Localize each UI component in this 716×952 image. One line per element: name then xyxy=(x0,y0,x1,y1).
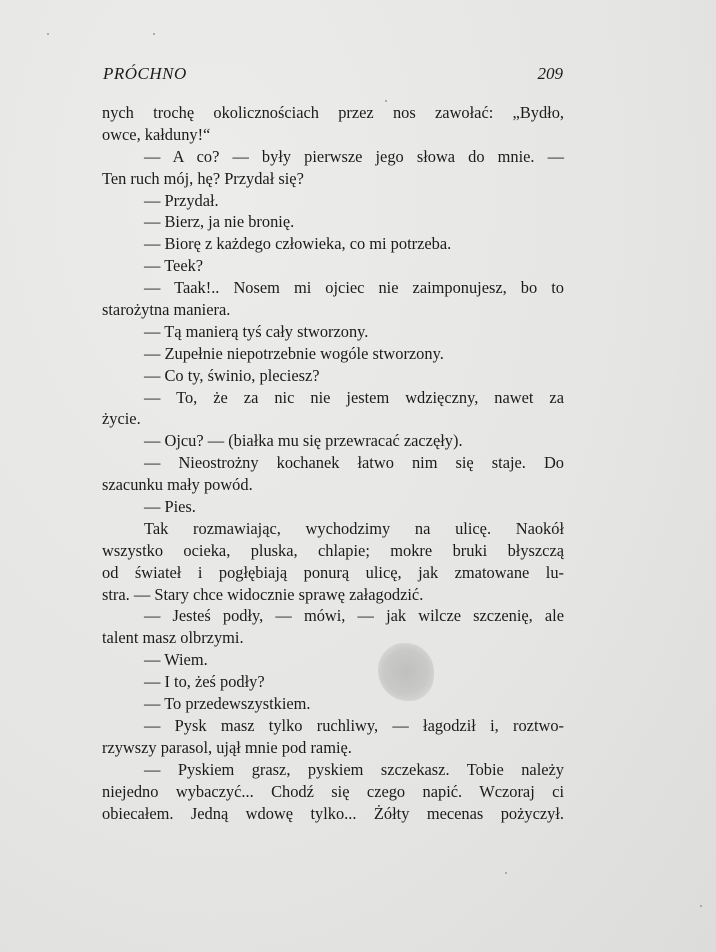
text-line: — I to, żeś podły? xyxy=(144,672,265,692)
text-line: — Teek? xyxy=(144,256,204,276)
text-line: — Jesteś podły, — mówi, — jak wilcze szczenię, ale xyxy=(144,606,564,626)
text-line: — Taak!.. Nosem mi ojciec nie zaimponujesz, bo to xyxy=(144,278,564,298)
text-line: — Tą manierą tyś cały stworzony. xyxy=(144,321,369,341)
text-line: stra. — Stary chce widocznie sprawę załagodzić. xyxy=(102,584,424,604)
body-text xyxy=(102,102,564,824)
text-line: — To, że za nic nie jestem wdzięczny, nawet za xyxy=(144,387,564,407)
text-line: — Ojcu? — (białka mu się przewracać zaczęły). xyxy=(144,431,463,451)
text-line: od świateł i pogłębiają ponurą ulicę, jak zmatowane lu- xyxy=(102,562,564,582)
text-line: nych trochę okolicznościach przez nos zawołać: „Bydło, xyxy=(102,103,564,122)
text-line: owce, kałduny!“ xyxy=(102,124,211,144)
text-line: — Wiem. xyxy=(144,650,208,670)
text-line: rzywszy parasol, ujął mnie pod ramię. xyxy=(102,737,352,757)
running-title: PRÓCHNO xyxy=(103,64,187,83)
text-line: wszystko ocieka, pluska, chlapie; mokre bruki błyszczą xyxy=(102,540,564,560)
text-line: talent masz olbrzymi. xyxy=(102,628,244,648)
paper-speck xyxy=(505,872,507,874)
text-line: — Zupełnie niepotrzebnie wogóle stworzony. xyxy=(144,343,444,363)
text-line: — Nieostrożny kochanek łatwo nim się staje. Do xyxy=(144,453,564,473)
text-line: — To przedewszystkiem. xyxy=(144,694,311,714)
text-line: życie. xyxy=(102,409,141,429)
text-line: — Pyskiem grasz, pyskiem szczekasz. Tobie należy xyxy=(144,759,564,779)
text-line: szacunku mały powód. xyxy=(102,475,253,495)
page-header xyxy=(103,64,563,84)
paper-speck xyxy=(47,33,49,35)
page-number: 209 xyxy=(537,64,563,83)
paper-speck xyxy=(153,33,155,35)
text-line: Ten ruch mój, hę? Przydał się? xyxy=(102,168,304,188)
text-line: — A co? — były pierwsze jego słowa do mnie. — xyxy=(144,146,564,166)
text-line: — Pysk masz tylko ruchliwy, — łagodził i, roztwo- xyxy=(144,715,564,735)
text-line: — Co ty, świnio, pleciesz? xyxy=(144,365,320,385)
text-line: — Bierz, ja nie bronię. xyxy=(144,212,295,232)
text-line: — Pies. xyxy=(144,497,196,517)
paper-speck xyxy=(700,905,702,907)
text-line: — Biorę z każdego człowieka, co mi potrzeba. xyxy=(144,234,452,254)
text-line: starożytna maniera. xyxy=(102,300,231,320)
text-line: niejedno wybaczyć... Chodź się czego napić. Wczoraj ci xyxy=(102,781,564,801)
text-line: — Przydał. xyxy=(144,190,219,210)
text-line: Tak rozmawiając, wychodzimy na ulicę. Naokół xyxy=(144,518,564,538)
text-line: obiecałem. Jedną wdowę tylko... Żółty mecenas pożyczył. xyxy=(102,803,564,823)
